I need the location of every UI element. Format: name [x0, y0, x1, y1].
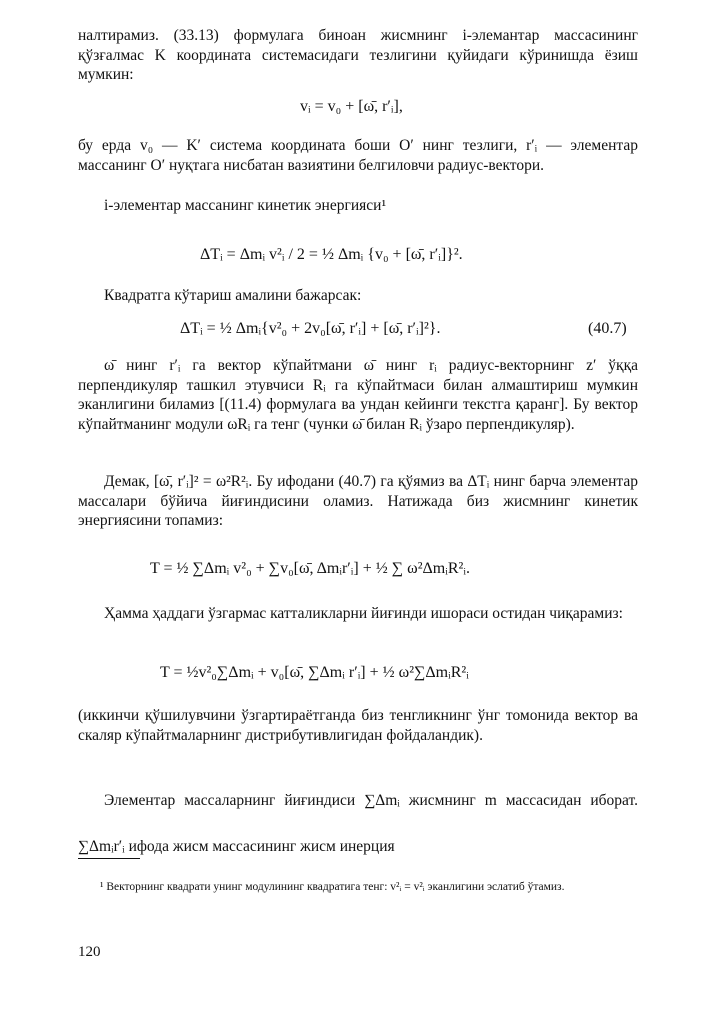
paragraph-3: i-элементар массанинг кинетик энергияси¹ [104, 197, 387, 214]
paragraph-9: Элементар массаларнинг йиғиндиси ∑Δmᵢ жисмнинг m массасидан иборат. ∑Δmᵢr′ᵢ ифода жисм массасининг жисм инерция [78, 792, 638, 855]
footnote-divider [78, 858, 140, 859]
paragraph-8: (иккинчи қўшилувчини ўзгартираётганда биз тенгликнинг ўнг томонида вектор ва скаляр кўпайтмаларнинг дистрибутивлигидан фойдаландик). [78, 707, 638, 744]
paragraph-1: налтирамиз. (33.13) формулага биноан жисмнинг i-элемантар массасининг қўзғалмас K координата системасидаги тезлигини қуйидаги кўринишда ёзиш мумкин: [78, 27, 638, 83]
paragraph-2: бу ерда v₀ — K′ система координата боши O′ нинг тезлиги, r′ᵢ — элементар массанинг O′ нуқтага нисбатан вазиятини белгиловчи радиус-вектори. [78, 137, 638, 174]
page-number: 120 [78, 944, 101, 960]
equation-40-7: ΔTᵢ = ½ Δmᵢ{v²₀ + 2v₀[ω̄, r′ᵢ] + [ω̄, r′ᵢ]²}. [180, 320, 441, 337]
equation-total-kinetic-energy: T = ½ ∑Δmᵢ v²₀ + ∑v₀[ω̄, Δmᵢr′ᵢ] + ½ ∑ ω²ΔmᵢR²ᵢ. [150, 560, 470, 577]
paragraph-4: Квадратга кўтариш амалини бажарсак: [104, 287, 362, 304]
equation-factored-sum: T = ½v²₀∑Δmᵢ + v₀[ω̄, ∑Δmᵢ r′ᵢ] + ½ ω²∑ΔmᵢR²ᵢ [160, 664, 469, 681]
paragraph-6: Демак, [ω̄, r′ᵢ]² = ω²R²ᵢ. Бу ифодани (40.7) га қўямиз ва ΔTᵢ нинг барча элементар массалари бўйича йиғиндисини оламиз. Натижада биз жисмнинг кинетик энергиясини топамиз: [78, 473, 638, 529]
equation-velocity: vᵢ = v₀ + [ω̄, r′ᵢ], [300, 98, 403, 115]
paragraph-5: ω̄ нинг r′ᵢ га вектор кўпайтмани ω̄ нинг rᵢ радиус-векторнинг z′ ўққа перпендикуляр ташкил этувчиси Rᵢ га кўпайтмаси билан алмаштириш мумкин эканлигини биламиз [(11.4) формулага ва ундан кейинги текстга қаранг]. Бу вектор кўпайтманинг модули ωRᵢ га тенг (чунки ω̄ билан Rᵢ ўзаро перпендикуляр). [78, 357, 638, 433]
paragraph-7: Ҳамма ҳаддаги ўзгармас катталикларни йиғинди ишораси остидан чиқарамиз: [104, 605, 623, 622]
equation-kinetic-energy-element: ΔTᵢ = Δmᵢ v²ᵢ / 2 = ½ Δmᵢ {v₀ + [ω̄, r′ᵢ]}². [200, 246, 463, 263]
footnote: ¹ Векторнинг квадрати унинг модулининг квадратига тенг: v²ᵢ = v²ᵢ эканлигини эслатиб ўтамиз. [100, 881, 565, 893]
equation-number: (40.7) [588, 320, 627, 337]
